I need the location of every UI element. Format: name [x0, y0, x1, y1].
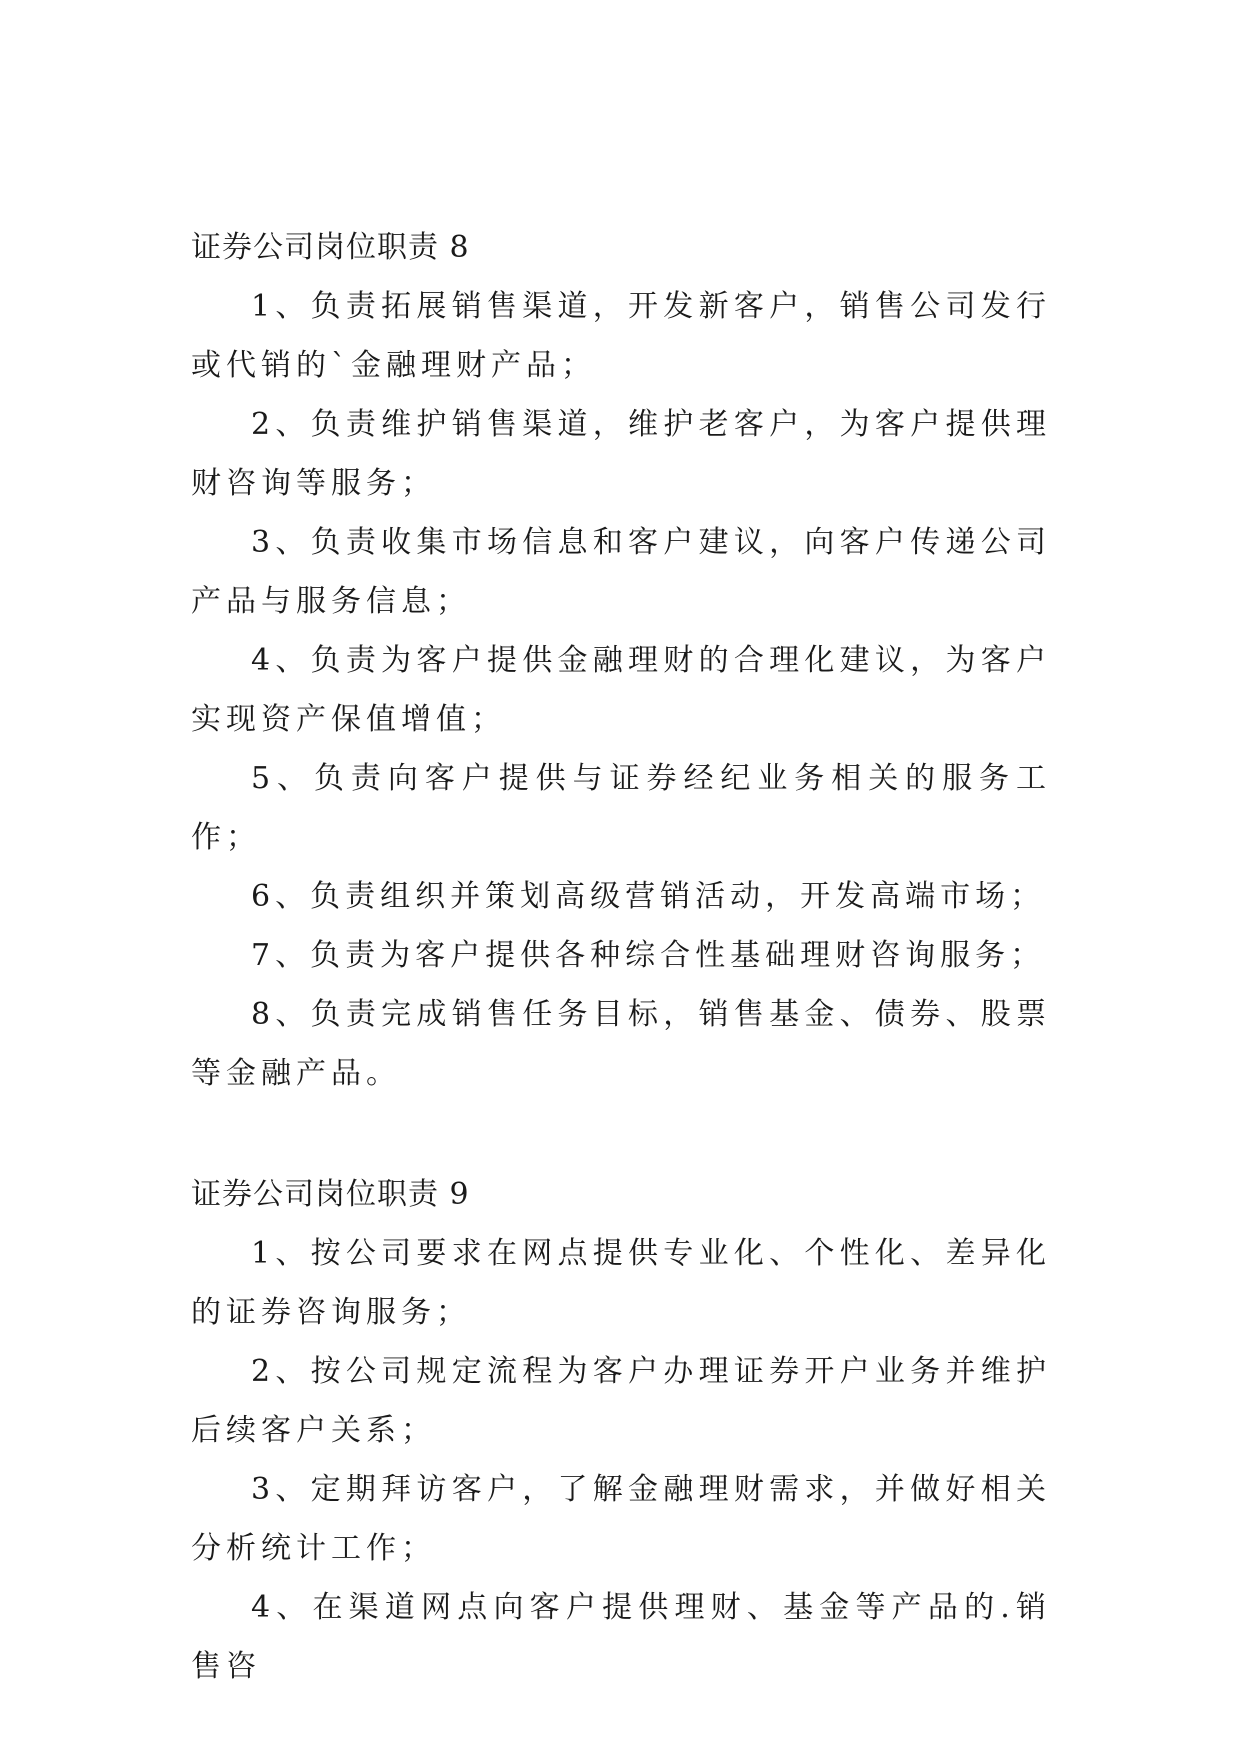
- duty-item: 2、负责维护销售渠道，维护老客户，为客户提供理财咨询等服务；: [191, 407, 1051, 501]
- section-heading: 证券公司岗位职责 8: [191, 230, 470, 265]
- section-duties-9: [191, 1165, 1051, 1696]
- duty-item: 6、负责组织并策划高级营销活动，开发高端市场；: [251, 879, 1046, 914]
- duty-item: 3、负责收集市场信息和客户建议，向客户传递公司产品与服务信息；: [191, 525, 1051, 619]
- duty-item: 2、按公司规定流程为客户办理证券开户业务并维护后续客户关系；: [191, 1354, 1051, 1448]
- duty-item: 1、按公司要求在网点提供专业化、个性化、差异化的证券咨询服务；: [191, 1236, 1051, 1330]
- duty-item: 5、负责向客户提供与证券经纪业务相关的服务工作；: [191, 761, 1051, 855]
- duty-item: 3、定期拜访客户，了解金融理财需求，并做好相关分析统计工作；: [191, 1472, 1051, 1566]
- document-body: [191, 218, 1051, 1696]
- duty-item: 7、负责为客户提供各种综合性基础理财咨询服务；: [251, 938, 1046, 973]
- section-heading: 证券公司岗位职责 9: [191, 1177, 470, 1212]
- duty-item: 8、负责完成销售任务目标，销售基金、债券、股票等金融产品。: [191, 997, 1051, 1091]
- duty-item: 4、在渠道网点向客户提供理财、基金等产品的.销售咨: [191, 1590, 1051, 1684]
- duty-item: 4、负责为客户提供金融理财的合理化建议，为客户实现资产保值增值；: [191, 643, 1051, 737]
- section-duties-8: [191, 218, 1051, 1103]
- duty-item: 1、负责拓展销售渠道，开发新客户，销售公司发行或代销的`金融理财产品；: [191, 289, 1051, 383]
